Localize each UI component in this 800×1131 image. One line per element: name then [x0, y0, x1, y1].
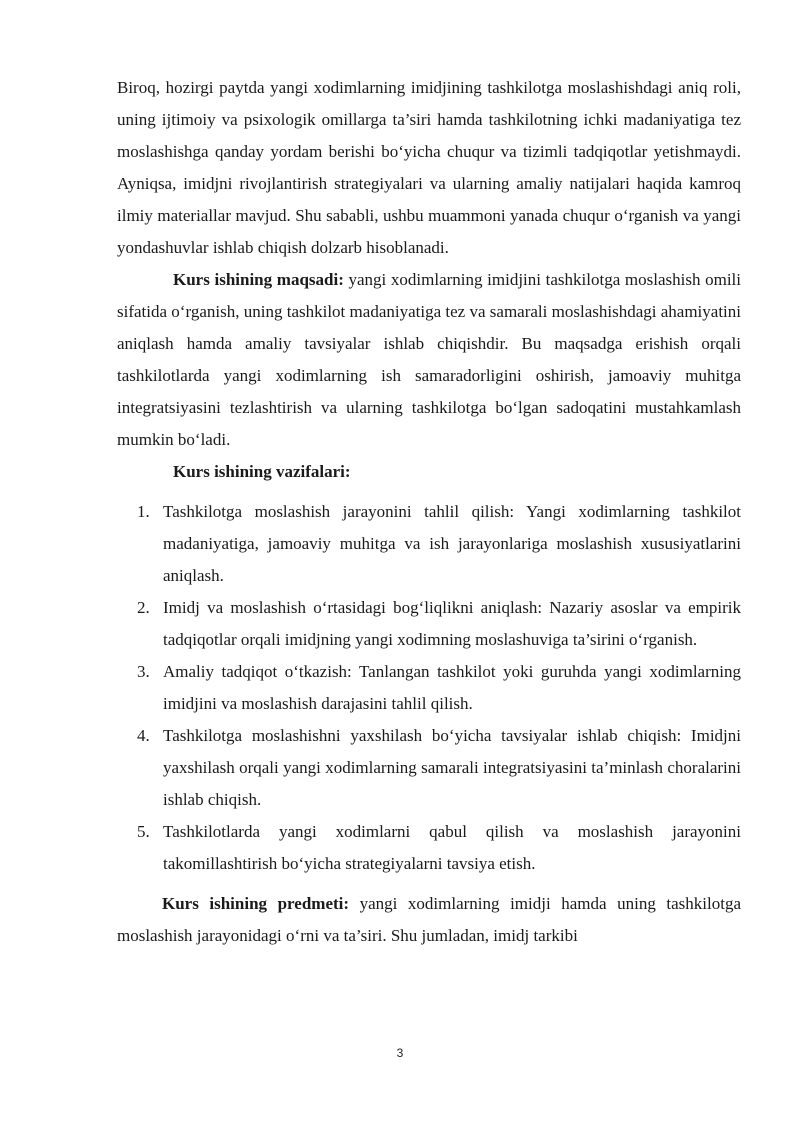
- list-item: [117, 656, 741, 720]
- list-item-text: Amaliy tadqiqot o‘tkazish: Tanlangan tashkilot yoki guruhda yangi xodimlarning imidjini va moslashish darajasini tahlil qilish.: [163, 662, 741, 713]
- page-number: 3: [396, 1046, 404, 1060]
- subject-label: Kurs ishining predmeti:: [162, 894, 350, 913]
- list-item-number: 4.: [137, 726, 150, 745]
- goal-paragraph: [117, 264, 741, 456]
- tasks-heading: Kurs ishining vazifalari:: [173, 462, 351, 481]
- list-item-text: Tashkilotga moslashish jarayonini tahlil qilish: Yangi xodimlarning tashkilot madaniyatiga, jamoaviy muhitga va ish jarayonlariga moslashish xususiyatlarini aniqlash.: [163, 502, 741, 585]
- list-item: [117, 720, 741, 816]
- list-item-number: 1.: [137, 502, 150, 521]
- list-item-number: 5.: [137, 822, 150, 841]
- list-item: [117, 816, 741, 880]
- list-item-text: Tashkilotlarda yangi xodimlarni qabul qilish va moslashish jarayonini takomillashtirish bo‘yicha strategiyalarni tavsiya etish.: [163, 822, 741, 873]
- document-page: [117, 72, 741, 952]
- subject-paragraph: [117, 888, 741, 952]
- list-item-number: 3.: [137, 662, 150, 681]
- list-item-number: 2.: [137, 598, 150, 617]
- goal-label: Kurs ishining maqsadi:: [173, 270, 344, 289]
- list-item: [117, 496, 741, 592]
- subject-text: yangi xodimlarning imidji hamda uning tashkilotga moslashish jarayonidagi o‘rni va ta’siri. Shu jumladan, imidj tarkibi: [117, 894, 741, 945]
- intro-paragraph: Biroq, hozirgi paytda yangi xodimlarning imidjining tashkilotga moslashishdagi aniq roli, uning ijtimoiy va psixologik omillarga ta’siri hamda tashkilotning ichki madaniyatiga tez moslashishga qanday yordam berishi bo‘yicha chuqur va tizimli tadqiqotlar yetishmaydi. Ayniqsa, imidjni rivojlantirish strategiyalari va ularning amaliy natijalari haqida kamroq ilmiy materiallar mavjud. Shu sababli, ushbu muammoni yanada chuqur o‘rganish va yangi yondashuvlar ishlab chiqish dolzarb hisoblanadi.: [117, 78, 741, 257]
- goal-text: yangi xodimlarning imidjini tashkilotga moslashish omili sifatida o‘rganish, uning tashkilot madaniyatiga tez va samarali moslashishdagi ahamiyatini aniqlash hamda amaliy tavsiyalar ishlab chiqishdir. Bu maqsadga erishish orqali tashkilotlarda yangi xodimlarning ish samaradorligini oshirish, jamoaviy muhitga integratsiyasini tezlashtirish va ularning tashkilotga bo‘lgan sadoqatini mustahkamlash mumkin bo‘ladi.: [117, 270, 741, 449]
- list-item-text: Tashkilotga moslashishni yaxshilash bo‘yicha tavsiyalar ishlab chiqish: Imidjni yaxshilash orqali yangi xodimlarning samarali integratsiyasini ta’minlash choralarini ishlab chiqish.: [163, 726, 741, 809]
- list-item: [117, 592, 741, 656]
- tasks-list: [117, 496, 741, 880]
- list-item-text: Imidj va moslashish o‘rtasidagi bog‘liqlikni aniqlash: Nazariy asoslar va empirik tadqiqotlar orqali imidjning yangi xodimning moslashuviga ta’sirini o‘rganish.: [163, 598, 741, 649]
